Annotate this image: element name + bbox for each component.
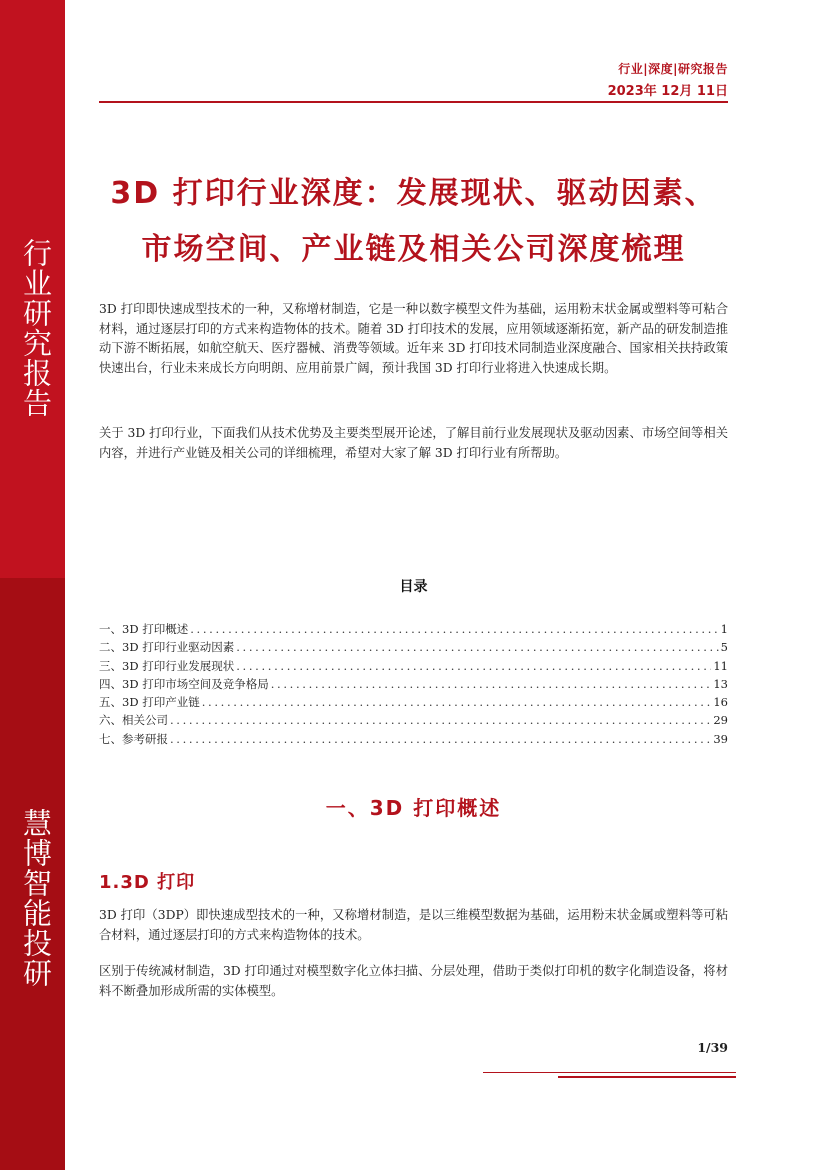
toc-entry-label: 七、参考研报 xyxy=(99,731,168,746)
toc-entry-page: 39 xyxy=(713,731,728,746)
toc-leader-dots xyxy=(170,711,711,729)
toc-entry[interactable] xyxy=(99,638,728,656)
table-of-contents xyxy=(99,620,728,748)
toc-entry[interactable] xyxy=(99,730,728,748)
toc-entry-page: 5 xyxy=(720,640,728,655)
report-date: 2023年 12月 11日 xyxy=(607,84,728,99)
toc-entry[interactable] xyxy=(99,693,728,711)
toc-entry[interactable] xyxy=(99,675,728,693)
footer-divider-thick xyxy=(558,1076,736,1078)
report-category-tag: 行业|深度|研究报告 xyxy=(618,62,728,76)
section-heading: 一、3D 打印概述 xyxy=(325,796,502,820)
intro-paragraph: 3D 打印即快速成型技术的一种，又称增材制造，它是一种以数字模型文件为基础，运用粉末状金属或塑料等可粘合材料，通过逐层打印的方式来构造物体的技术。随着 3D 打印技术的发展，应用领域逐渐拓宽，新产品的研发制造推动下游不断拓展，如航空航天、医疗器械、消费等领域。近年来 3D 打印技术同制造业深度融合、国家相关扶持政策快速出台，行业未来成长方向明朗、应用前景广阔，预计我国 3D 打印行业将进入快速成长期。 xyxy=(99,302,728,375)
toc-entry-label: 一、3D 打印概述 xyxy=(99,622,189,636)
subsection-heading: 1.3D 打印 xyxy=(99,872,196,893)
toc-leader-dots xyxy=(170,730,711,748)
toc-entry-page: 16 xyxy=(713,695,728,710)
difference-paragraph: 区别于传统减材制造，3D 打印通过对模型数字化立体扫描、分层处理，借助于类似打印机的数字化制造设备，将材料不断叠加形成所需的实体模型。 xyxy=(99,964,728,998)
toc-entry-label: 六、相关公司 xyxy=(99,713,168,728)
toc-leader-dots xyxy=(236,657,711,675)
toc-entry-page: 29 xyxy=(713,713,728,728)
header-divider xyxy=(99,101,728,103)
page-number: 1/39 xyxy=(697,1040,728,1055)
toc-entry[interactable] xyxy=(99,711,728,729)
report-title: 3D 打印行业深度：发展现状、驱动因素、市场空间、产业链及相关公司深度梳理 xyxy=(110,176,717,267)
definition-paragraph: 3D 打印（3DP）即快速成型技术的一种，又称增材制造，是以三维模型数据为基础，运用粉末状金属或塑料等可粘合材料，通过逐层打印的方式来构造物体的技术。 xyxy=(99,908,728,942)
toc-entry[interactable] xyxy=(99,620,728,638)
overview-paragraph: 关于 3D 打印行业，下面我们从技术优势及主要类型展开论述，了解目前行业发展现状及驱动因素、市场空间等相关内容，并进行产业链及相关公司的详细梳理，希望对大家了解 3D 打印行业有所帮助。 xyxy=(99,426,728,460)
toc-entry-label: 四、3D 打印市场空间及竞争格局 xyxy=(99,676,269,691)
sidebar-brand-label: 慧博智能投研 xyxy=(19,808,53,988)
toc-leader-dots xyxy=(236,638,718,656)
toc-leader-dots xyxy=(271,675,712,693)
toc-leader-dots xyxy=(190,620,718,638)
sidebar-report-type-label: 行业研究报告 xyxy=(19,238,53,418)
toc-entry[interactable] xyxy=(99,657,728,675)
toc-entry-label: 二、3D 打印行业驱动因素 xyxy=(99,640,235,655)
toc-entry-page: 1 xyxy=(720,622,728,636)
toc-entry-page: 11 xyxy=(713,658,728,673)
toc-entry-label: 三、3D 打印行业发展现状 xyxy=(99,658,235,673)
footer-divider-thin xyxy=(483,1072,736,1073)
toc-entry-label: 五、3D 打印产业链 xyxy=(99,695,200,710)
toc-entry-page: 13 xyxy=(713,676,728,691)
toc-leader-dots xyxy=(202,693,712,711)
toc-title: 目录 xyxy=(399,579,428,595)
